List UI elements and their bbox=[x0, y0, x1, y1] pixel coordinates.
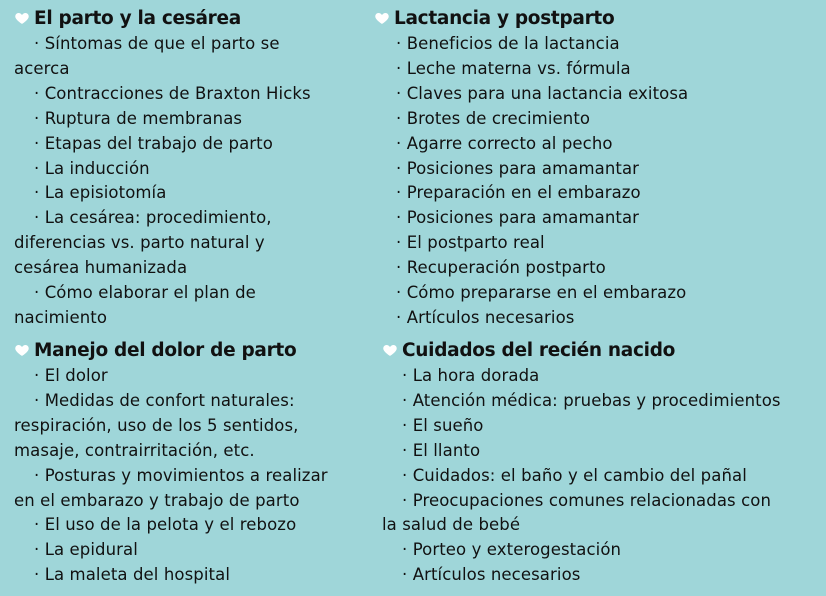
list-item bbox=[14, 107, 344, 132]
list-item: · Beneficios de la lactancia bbox=[396, 34, 620, 53]
item-list-recien-nacido bbox=[382, 364, 822, 588]
list-item bbox=[14, 132, 344, 157]
list-item-text: · Etapas del trabajo de parto bbox=[34, 133, 273, 153]
list-item-text: · Atención médica: pruebas y procedimientos bbox=[402, 390, 781, 410]
section-title-text: Cuidados del recién nacido bbox=[402, 339, 676, 361]
list-item bbox=[14, 32, 344, 82]
section-parto bbox=[14, 4, 344, 331]
heart-icon bbox=[382, 342, 398, 358]
list-item-text: · Cuidados: el baño y el cambio del pañal bbox=[402, 465, 747, 485]
list-item-text: · Preocupaciones comunes relacionadas con bbox=[402, 490, 772, 510]
list-item-text: masaje, contrairritación, etc. bbox=[14, 440, 255, 460]
list-item bbox=[14, 206, 344, 281]
list-item-text: · La maleta del hospital bbox=[34, 565, 231, 585]
list-item-text: · Medidas de confort naturales: bbox=[34, 390, 295, 410]
list-item-text: · Ruptura de membranas bbox=[34, 108, 243, 128]
list-item: · Cómo prepararse en el embarazo bbox=[396, 283, 687, 303]
list-item bbox=[14, 364, 354, 389]
list-item-text: respiración, uso de los 5 sentidos, bbox=[14, 415, 299, 435]
list-item: · Leche materna vs. fórmula bbox=[396, 58, 631, 78]
section-title-text: El parto y la cesárea bbox=[34, 7, 241, 29]
list-item: · Claves para una lactancia exitosa bbox=[396, 83, 689, 103]
list-item-text: · La hora dorada bbox=[402, 366, 540, 385]
list-item: · Posiciones para amamantar bbox=[396, 208, 640, 228]
list-item bbox=[14, 157, 344, 182]
list-item: · Brotes de crecimiento bbox=[396, 108, 591, 128]
item-list-parto bbox=[14, 32, 344, 331]
list-item bbox=[382, 563, 822, 588]
list-item-text: · El sueño bbox=[402, 415, 484, 435]
list-item-text: cesárea humanizada bbox=[14, 258, 188, 278]
list-item-text: en el embarazo y trabajo de parto bbox=[14, 490, 300, 510]
list-item bbox=[14, 181, 344, 206]
list-item bbox=[382, 364, 822, 389]
list-item-text: · El llanto bbox=[402, 440, 481, 460]
list-item bbox=[14, 82, 344, 107]
list-item-text: · Porteo y exterogestación bbox=[402, 540, 622, 560]
list-item: · Recuperación postparto bbox=[396, 258, 606, 278]
item-list-lactancia bbox=[374, 32, 814, 331]
list-item-text: · Contracciones de Braxton Hicks bbox=[34, 83, 311, 103]
section-title-parto bbox=[14, 4, 344, 32]
section-title-text: Manejo del dolor de parto bbox=[34, 339, 297, 361]
list-item bbox=[14, 513, 354, 538]
list-item bbox=[14, 281, 344, 331]
list-item-text: · La inducción bbox=[34, 158, 150, 178]
list-item-text: · Posturas y movimientos a realizar bbox=[34, 465, 328, 485]
heart-icon bbox=[374, 10, 390, 26]
list-item bbox=[14, 563, 354, 588]
section-title-dolor bbox=[14, 336, 354, 364]
list-item: · Preparación en el embarazo bbox=[396, 183, 641, 203]
list-item-text: nacimiento bbox=[14, 307, 108, 327]
list-item-text: · Síntomas de que el parto se bbox=[34, 34, 280, 53]
list-item-text: · La epidural bbox=[34, 540, 138, 560]
list-item: · Agarre correcto al pecho bbox=[396, 133, 613, 153]
heart-icon bbox=[14, 342, 30, 358]
section-dolor bbox=[14, 336, 354, 588]
item-list-dolor bbox=[14, 364, 354, 588]
list-item: · Posiciones para amamantar bbox=[396, 158, 640, 178]
list-item-text: diferencias vs. parto natural y bbox=[14, 233, 265, 253]
list-item bbox=[14, 538, 354, 563]
heart-icon bbox=[14, 10, 30, 26]
list-item-text: · La cesárea: procedimiento, bbox=[34, 208, 272, 228]
section-title-lactancia bbox=[374, 4, 814, 32]
list-item bbox=[382, 489, 822, 539]
list-item-text: · Artículos necesarios bbox=[402, 565, 581, 585]
list-item bbox=[14, 389, 354, 464]
list-item-text: acerca bbox=[14, 58, 70, 78]
list-item bbox=[14, 464, 354, 514]
section-title-text: Lactancia y postparto bbox=[394, 7, 615, 29]
list-item bbox=[382, 414, 822, 439]
list-item bbox=[382, 389, 822, 414]
section-recien-nacido bbox=[382, 336, 822, 588]
list-item: · El postparto real bbox=[396, 233, 545, 253]
list-item-text: la salud de bebé bbox=[382, 515, 521, 535]
list-item bbox=[382, 464, 822, 489]
list-item-text: · Cómo elaborar el plan de bbox=[34, 283, 256, 303]
list-item bbox=[382, 439, 822, 464]
list-item bbox=[382, 538, 822, 563]
list-item: · Artículos necesarios bbox=[396, 307, 575, 327]
list-item-text: · El uso de la pelota y el rebozo bbox=[34, 515, 297, 535]
list-item-text: · El dolor bbox=[34, 366, 108, 385]
section-lactancia bbox=[374, 4, 814, 331]
list-item-text: · La episiotomía bbox=[34, 183, 167, 203]
section-title-recien-nacido bbox=[382, 336, 822, 364]
